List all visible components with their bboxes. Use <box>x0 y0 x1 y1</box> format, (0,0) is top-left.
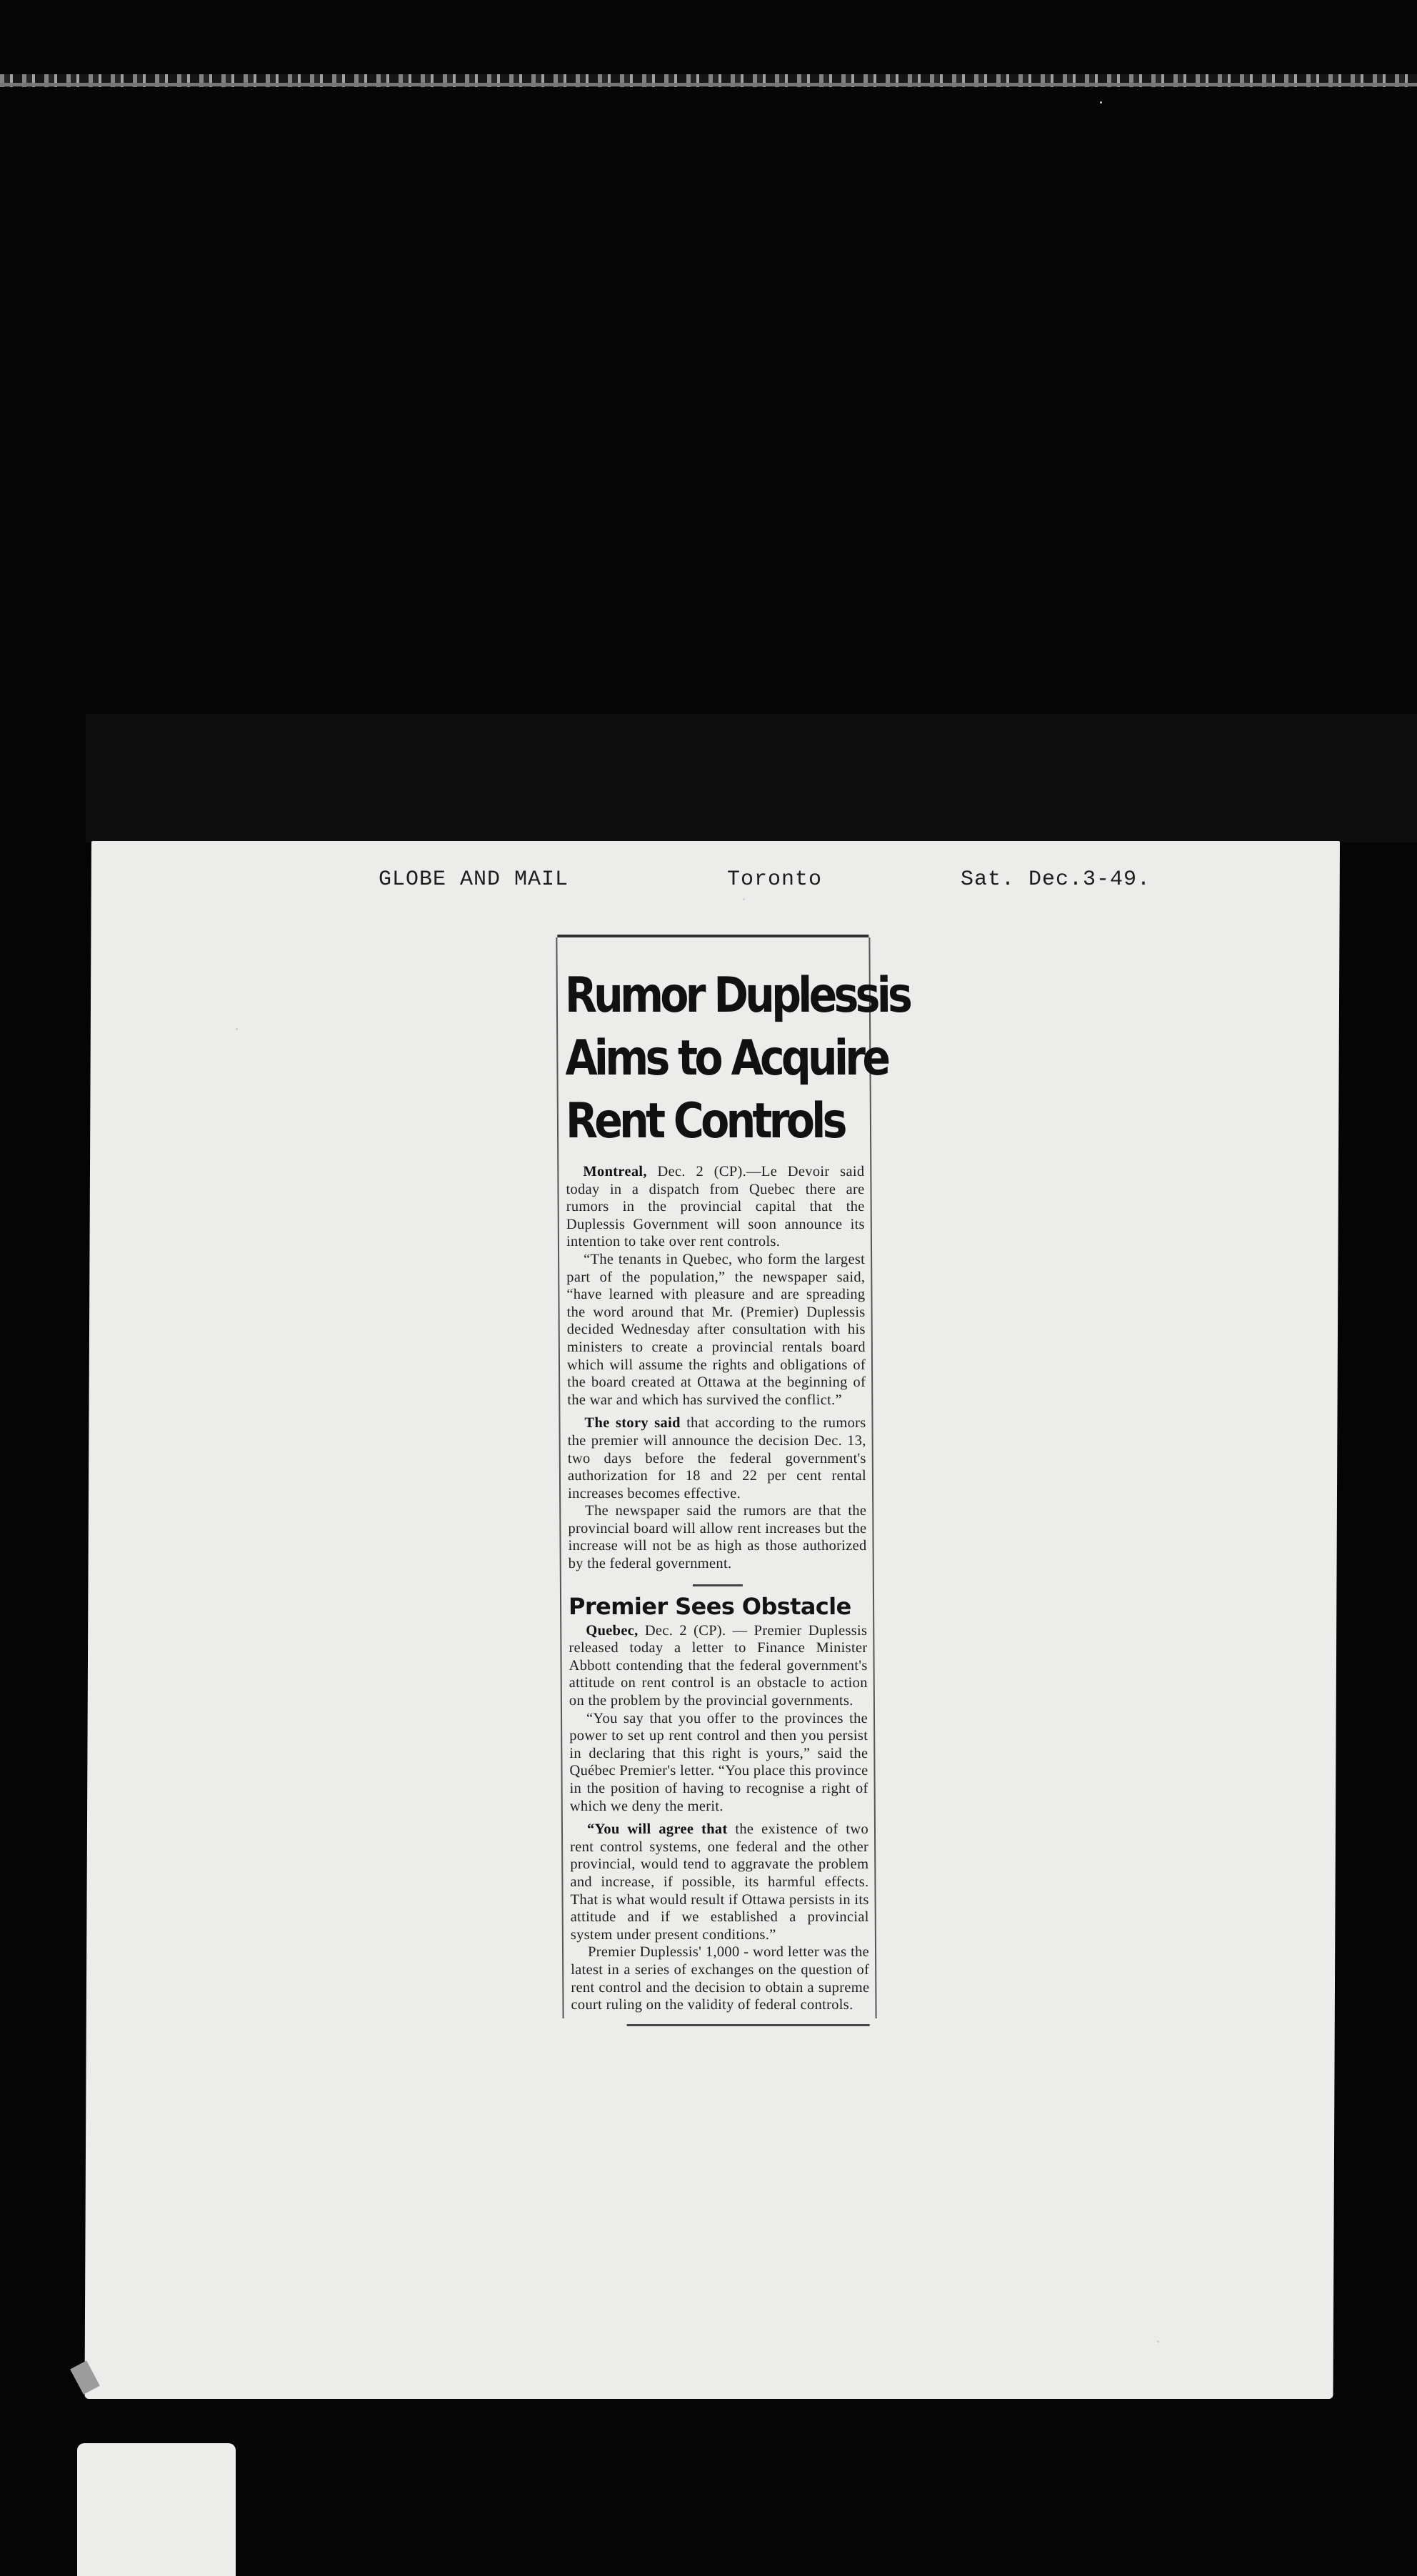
article-paragraph: Montreal, Dec. 2 (CP).—Le Devoir said today in a dispatch from Quebec there are rumors in the provincial capital that the Duplessis Government will soon announce its intention to take over rent controls. <box>566 1164 865 1250</box>
headline-line: Aims to Acquire <box>565 1030 888 1087</box>
film-dust <box>1100 101 1102 104</box>
article-body <box>566 1163 867 1573</box>
article-paragraph: Quebec, Dec. 2 (CP). — Premier Duplessis released today a letter to Finance Minister Abbott contending that the federal government's attitude on rent control is an obstacle to action on the problem by the provincial governments. <box>569 1622 868 1709</box>
next-card-stub <box>77 2443 236 2576</box>
dateline: Quebec, <box>586 1622 639 1639</box>
source-city: Toronto <box>727 867 823 892</box>
article-paragraph: “You will agree that the existence of two rent control systems, one federal and the other provincial, would tend to aggravate the problem and increase, if possible, its harmful effects. That is what would result if Ottawa persists in its attitude and if we established a provincial system under present conditions.” <box>570 1821 869 1943</box>
clipping-column <box>556 937 910 2018</box>
article-subhead: Premier Sees Obstacle <box>568 1592 851 1620</box>
article-paragraph: The newspaper said the rumors are that the provincial board will allow rent increases but the increase will not be as high as those authorized by the federal government. <box>568 1503 867 1572</box>
headline-line: Rent Controls <box>565 1093 844 1149</box>
headline-line: Rumor Duplessis <box>564 967 910 1024</box>
paragraph-lead: The story said <box>584 1415 681 1432</box>
newspaper-clipping <box>556 935 910 2026</box>
film-sprocket-strip <box>0 74 1417 87</box>
article-paragraph: “You say that you offer to the provinces the power to set up rent control and then you persist in declaring that this right is yours,” said the Québec Premier's letter. “You place this province in the position of having to recognise a right of which we deny the merit. <box>569 1710 868 1814</box>
source-date: Sat. Dec.3-49. <box>961 867 1151 892</box>
source-newspaper: GLOBE AND MAIL <box>379 867 569 892</box>
paragraph-lead: “You will agree that <box>586 1821 728 1838</box>
dateline: Montreal, <box>583 1164 647 1179</box>
article-headline <box>564 965 910 1153</box>
section-divider <box>693 1584 743 1586</box>
film-dust <box>743 898 745 900</box>
film-dust <box>1157 2340 1159 2343</box>
article-paragraph: Premier Duplessis' 1,000 - word letter was the latest in a series of exchanges on the question of rent control and the decision to obtain a supreme court ruling on the validity of federal controls. <box>571 1944 870 2013</box>
article-body-second <box>569 1622 869 2014</box>
film-dust <box>236 1028 238 1030</box>
article-paragraph: “The tenants in Quebec, who form the largest part of the population,” the newspaper said, “have learned with pleasure and are spreading the word around that Mr. (Premier) Duplessis decided Wednesday after consultation with his ministers to create a provincial rentals board which will assume the rights and obligations of the board created at Ottawa at the beginning of the war and which has survived the conflict.” <box>566 1251 866 1408</box>
article-paragraph: The story said that according to the rumors the premier will announce the decision Dec. 13, two days before the federal government's authorization for 18 and 22 per cent rental increases becomes effective. <box>567 1415 867 1501</box>
clipping-end-rule <box>627 2024 870 2026</box>
microfilm-background <box>86 714 1417 842</box>
